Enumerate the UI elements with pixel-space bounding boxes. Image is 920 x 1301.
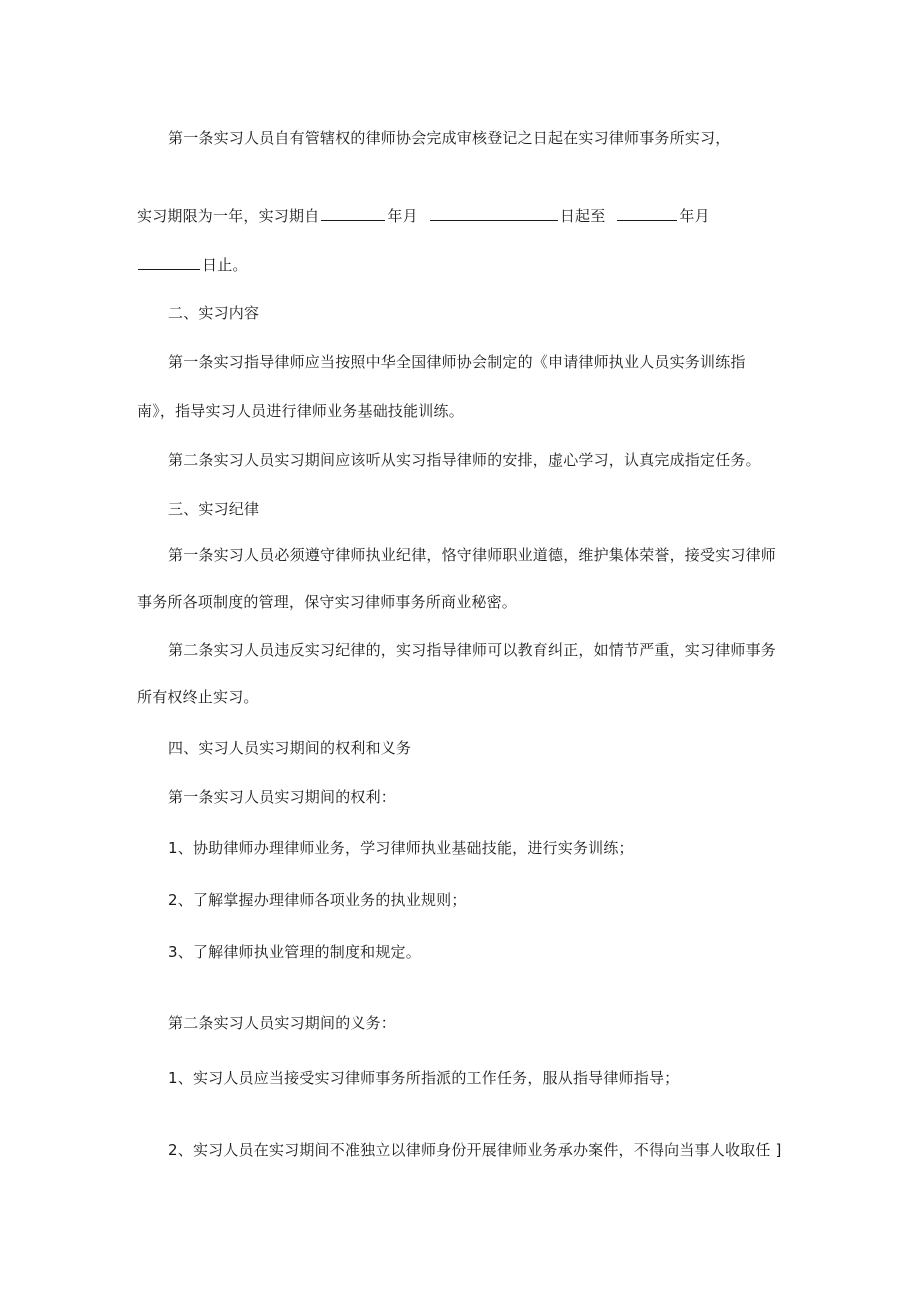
section-heading-3: 三、实习纪律 <box>168 500 260 518</box>
paragraph-8: 第一条实习人员实习期间的权利： <box>168 788 397 806</box>
obligations-item-1: 1、实习人员应当接受实习律师事务所指派的工作任务，服从指导律师指导； <box>168 1069 680 1087</box>
rights-item-2: 2、了解掌握办理律师各项业务的执业规则； <box>168 891 467 909</box>
paragraph-6-line-2: 事务所各项制度的管理，保守实习律师事务所商业秘密。 <box>137 593 518 611</box>
paragraph-6-line-1: 第一条实习人员必须遵守律师执业纪律，恪守律师职业道德，维护集体荣誉，接受实习律师 <box>168 546 777 564</box>
blank-start-day <box>430 205 558 221</box>
paragraph-2-text-b: 年月 <box>387 207 418 225</box>
paragraph-5: 第二条实习人员实习期间应该听从实习指导律师的安排，虚心学习，认真完成指定任务。 <box>168 451 761 469</box>
paragraph-4-line-1: 第一条实习指导律师应当按照中华全国律师协会制定的《申请律师执业人员实务训练指 <box>168 353 746 371</box>
rights-item-1: 1、协助律师办理律师业务，学习律师执业基础技能，进行实务训练； <box>168 839 634 857</box>
paragraph-2-text-a: 实习期限为一年，实习期自 <box>137 207 320 225</box>
obligations-item-2: 2、实习人员在实习期间不准独立以律师身份开展律师业务承办案件，不得向当事人收取任 ] <box>168 1141 782 1159</box>
section-heading-4: 四、实习人员实习期间的权利和义务 <box>168 739 412 757</box>
paragraph-2-text-c: 日起至 <box>559 207 606 225</box>
section-heading-2: 二、实习内容 <box>168 304 260 322</box>
paragraph-9: 第二条实习人员实习期间的义务： <box>168 1014 397 1032</box>
paragraph-2-text-d: 年月 <box>679 207 710 225</box>
rights-item-3: 3、了解律师执业管理的制度和规定。 <box>168 943 421 961</box>
paragraph-7-line-2: 所有权终止实习。 <box>137 688 259 706</box>
paragraph-1: 第一条实习人员自有管辖权的律师协会完成审核登记之日起在实习律师事务所实习， <box>168 129 731 147</box>
blank-end-year <box>617 205 677 221</box>
paragraph-4-line-2: 南》，指导实习人员进行律师业务基础技能训练。 <box>137 402 464 420</box>
paragraph-7-line-1: 第二条实习人员违反实习纪律的，实习指导律师可以教育纠正，如情节严重，实习律师事务 <box>168 641 777 659</box>
blank-start-year <box>321 205 385 221</box>
blank-end-day <box>138 254 200 270</box>
paragraph-2 <box>137 205 710 226</box>
paragraph-3 <box>138 254 248 275</box>
paragraph-3-text: 日止。 <box>202 256 248 274</box>
